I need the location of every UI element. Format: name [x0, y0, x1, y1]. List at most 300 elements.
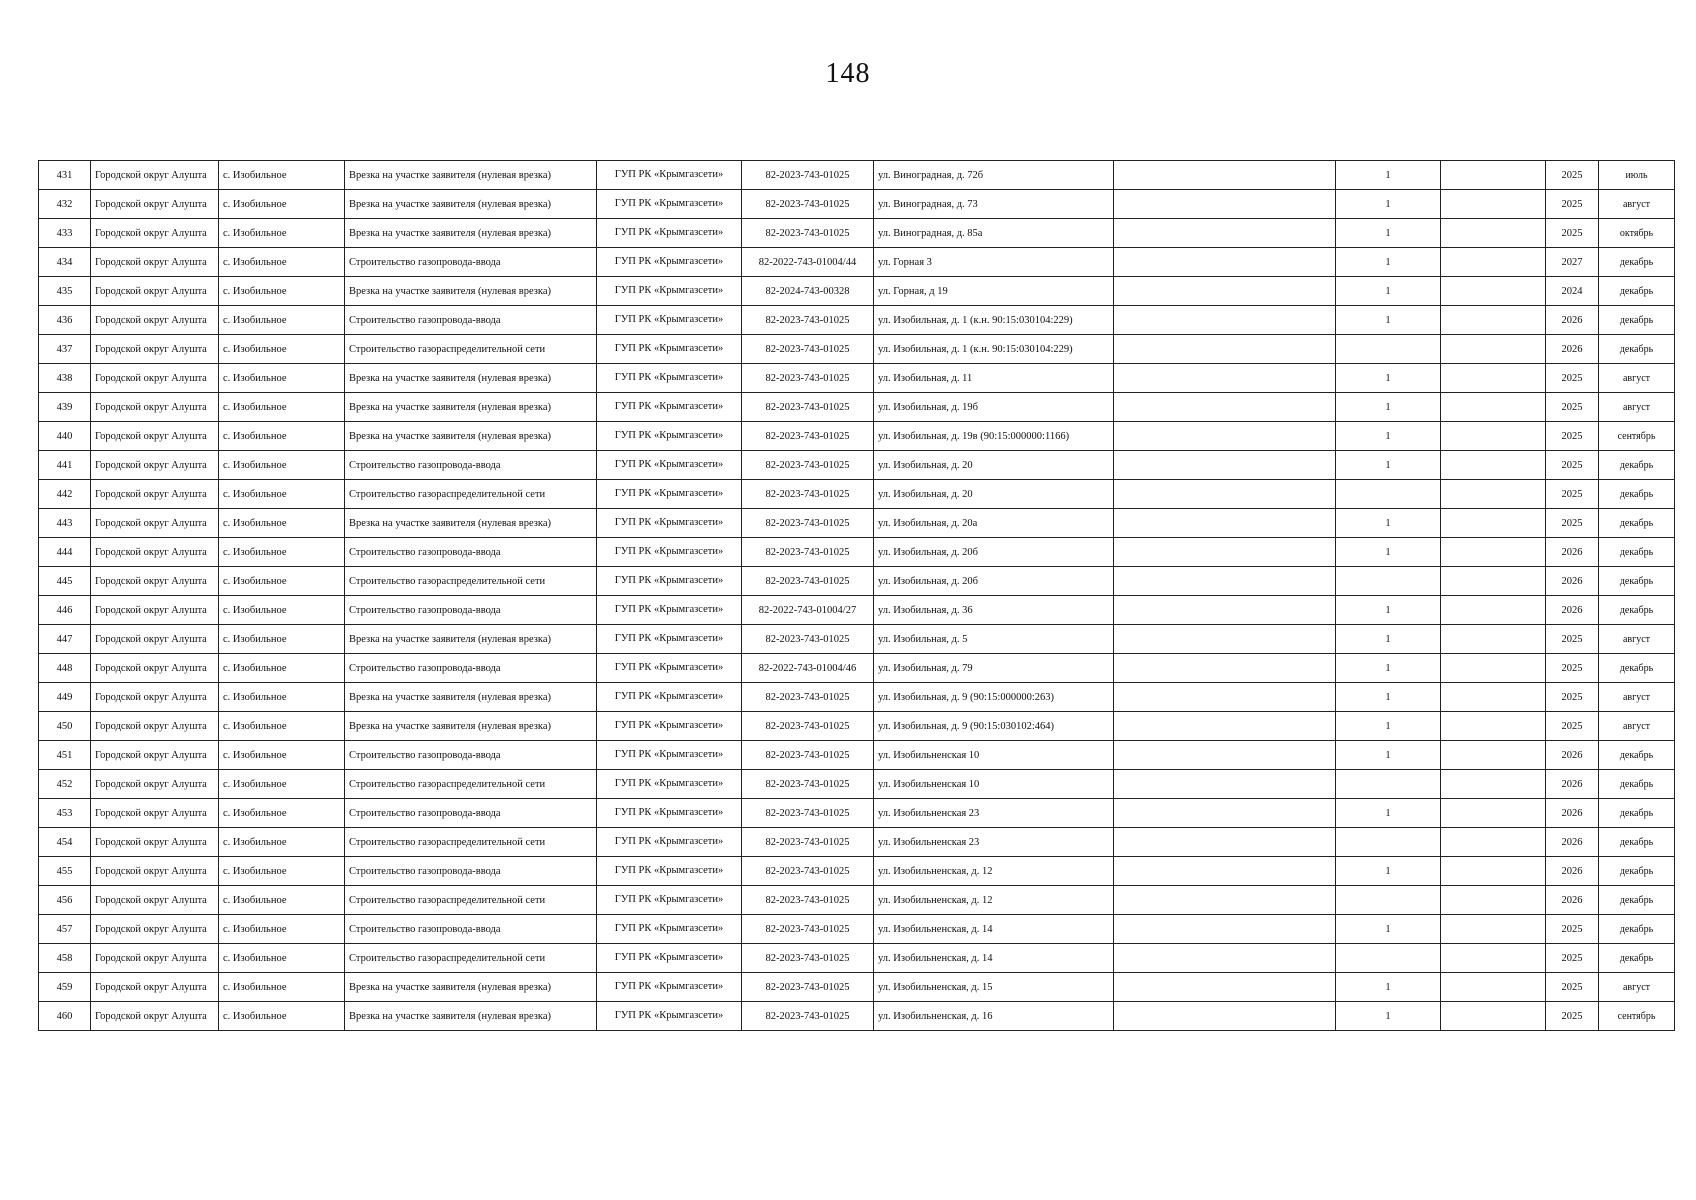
district-cell: Городской округ Алушта [91, 857, 219, 886]
count-cell: 1 [1336, 248, 1441, 277]
year-cell: 2025 [1546, 393, 1599, 422]
year-cell: 2025 [1546, 422, 1599, 451]
table-row [39, 538, 1675, 567]
district-cell: Городской округ Алушта [91, 973, 219, 1002]
code-cell: 82-2023-743-01025 [742, 944, 874, 973]
code-cell: 82-2023-743-01025 [742, 770, 874, 799]
empty-cell [1441, 306, 1546, 335]
district-cell: Городской округ Алушта [91, 451, 219, 480]
district-cell: Городской округ Алушта [91, 770, 219, 799]
locality-cell: с. Изобильное [219, 422, 345, 451]
work-type-cell: Строительство газопровода-ввода [345, 741, 597, 770]
row-number: 446 [39, 596, 91, 625]
code-cell: 82-2023-743-01025 [742, 364, 874, 393]
work-type-cell: Врезка на участке заявителя (нулевая врезка) [345, 973, 597, 1002]
district-cell: Городской округ Алушта [91, 625, 219, 654]
count-cell: 1 [1336, 451, 1441, 480]
empty-cell [1114, 1002, 1336, 1031]
empty-cell [1114, 451, 1336, 480]
table-row [39, 828, 1675, 857]
empty-cell [1114, 161, 1336, 190]
row-number: 448 [39, 654, 91, 683]
month-cell: декабрь [1599, 828, 1675, 857]
organization-cell: ГУП РК «Крымгазсети» [597, 451, 742, 480]
work-type-cell: Строительство газопровода-ввода [345, 915, 597, 944]
address-cell: ул. Виноградная, д. 73 [874, 190, 1114, 219]
year-cell: 2025 [1546, 973, 1599, 1002]
empty-cell [1441, 190, 1546, 219]
table-row [39, 1002, 1675, 1031]
month-cell: сентябрь [1599, 1002, 1675, 1031]
organization-cell: ГУП РК «Крымгазсети» [597, 770, 742, 799]
empty-cell [1114, 422, 1336, 451]
empty-cell [1114, 654, 1336, 683]
empty-cell [1114, 944, 1336, 973]
code-cell: 82-2023-743-01025 [742, 828, 874, 857]
row-number: 433 [39, 219, 91, 248]
district-cell: Городской округ Алушта [91, 422, 219, 451]
page-number: 148 [825, 58, 871, 89]
address-cell: ул. Изобильная, д. 20 [874, 451, 1114, 480]
count-cell: 1 [1336, 161, 1441, 190]
month-cell: июль [1599, 161, 1675, 190]
month-cell: октябрь [1599, 219, 1675, 248]
address-cell: ул. Виноградная, д. 72б [874, 161, 1114, 190]
year-cell: 2026 [1546, 567, 1599, 596]
organization-cell: ГУП РК «Крымгазсети» [597, 364, 742, 393]
locality-cell: с. Изобильное [219, 161, 345, 190]
code-cell: 82-2023-743-01025 [742, 886, 874, 915]
code-cell: 82-2023-743-01025 [742, 857, 874, 886]
organization-cell: ГУП РК «Крымгазсети» [597, 712, 742, 741]
empty-cell [1114, 190, 1336, 219]
table-row [39, 451, 1675, 480]
organization-cell: ГУП РК «Крымгазсети» [597, 625, 742, 654]
row-number: 456 [39, 886, 91, 915]
row-number: 453 [39, 799, 91, 828]
row-number: 447 [39, 625, 91, 654]
table-row [39, 654, 1675, 683]
empty-cell [1441, 886, 1546, 915]
year-cell: 2025 [1546, 509, 1599, 538]
year-cell: 2026 [1546, 770, 1599, 799]
table-row [39, 248, 1675, 277]
month-cell: декабрь [1599, 915, 1675, 944]
district-cell: Городской округ Алушта [91, 596, 219, 625]
table-row [39, 625, 1675, 654]
work-type-cell: Строительство газопровода-ввода [345, 654, 597, 683]
row-number: 460 [39, 1002, 91, 1031]
month-cell: август [1599, 364, 1675, 393]
year-cell: 2025 [1546, 190, 1599, 219]
district-cell: Городской округ Алушта [91, 219, 219, 248]
work-type-cell: Строительство газораспределительной сети [345, 567, 597, 596]
locality-cell: с. Изобильное [219, 190, 345, 219]
count-cell [1336, 567, 1441, 596]
code-cell: 82-2023-743-01025 [742, 625, 874, 654]
empty-cell [1114, 857, 1336, 886]
empty-cell [1114, 335, 1336, 364]
address-cell: ул. Изобильная, д. 9 (90:15:030102:464) [874, 712, 1114, 741]
row-number: 441 [39, 451, 91, 480]
month-cell: декабрь [1599, 596, 1675, 625]
month-cell: август [1599, 393, 1675, 422]
year-cell: 2025 [1546, 219, 1599, 248]
empty-cell [1441, 857, 1546, 886]
code-cell: 82-2023-743-01025 [742, 683, 874, 712]
registry-table [38, 160, 1675, 1031]
work-type-cell: Врезка на участке заявителя (нулевая врезка) [345, 712, 597, 741]
organization-cell: ГУП РК «Крымгазсети» [597, 277, 742, 306]
code-cell: 82-2022-743-01004/27 [742, 596, 874, 625]
row-number: 455 [39, 857, 91, 886]
count-cell: 1 [1336, 741, 1441, 770]
year-cell: 2026 [1546, 828, 1599, 857]
year-cell: 2026 [1546, 886, 1599, 915]
organization-cell: ГУП РК «Крымгазсети» [597, 161, 742, 190]
month-cell: сентябрь [1599, 422, 1675, 451]
address-cell: ул. Изобильная, д. 79 [874, 654, 1114, 683]
empty-cell [1114, 277, 1336, 306]
count-cell: 1 [1336, 422, 1441, 451]
organization-cell: ГУП РК «Крымгазсети» [597, 335, 742, 364]
month-cell: декабрь [1599, 509, 1675, 538]
organization-cell: ГУП РК «Крымгазсети» [597, 973, 742, 1002]
address-cell: ул. Изобильная, д. 20а [874, 509, 1114, 538]
organization-cell: ГУП РК «Крымгазсети» [597, 393, 742, 422]
year-cell: 2026 [1546, 538, 1599, 567]
empty-cell [1441, 1002, 1546, 1031]
table-row [39, 393, 1675, 422]
empty-cell [1441, 625, 1546, 654]
count-cell: 1 [1336, 625, 1441, 654]
month-cell: декабрь [1599, 567, 1675, 596]
work-type-cell: Строительство газораспределительной сети [345, 480, 597, 509]
empty-cell [1114, 886, 1336, 915]
locality-cell: с. Изобильное [219, 654, 345, 683]
table-row [39, 973, 1675, 1002]
work-type-cell: Врезка на участке заявителя (нулевая врезка) [345, 683, 597, 712]
organization-cell: ГУП РК «Крымгазсети» [597, 828, 742, 857]
month-cell: август [1599, 190, 1675, 219]
empty-cell [1441, 596, 1546, 625]
row-number: 444 [39, 538, 91, 567]
work-type-cell: Строительство газораспределительной сети [345, 770, 597, 799]
work-type-cell: Врезка на участке заявителя (нулевая врезка) [345, 364, 597, 393]
row-number: 451 [39, 741, 91, 770]
address-cell: ул. Изобильная, д. 20б [874, 538, 1114, 567]
code-cell: 82-2023-743-01025 [742, 1002, 874, 1031]
count-cell [1336, 944, 1441, 973]
organization-cell: ГУП РК «Крымгазсети» [597, 306, 742, 335]
code-cell: 82-2023-743-01025 [742, 190, 874, 219]
locality-cell: с. Изобильное [219, 712, 345, 741]
district-cell: Городской округ Алушта [91, 828, 219, 857]
year-cell: 2025 [1546, 480, 1599, 509]
empty-cell [1114, 306, 1336, 335]
district-cell: Городской округ Алушта [91, 712, 219, 741]
address-cell: ул. Изобильненская, д. 16 [874, 1002, 1114, 1031]
table-row [39, 277, 1675, 306]
month-cell: август [1599, 712, 1675, 741]
code-cell: 82-2023-743-01025 [742, 161, 874, 190]
count-cell: 1 [1336, 1002, 1441, 1031]
locality-cell: с. Изобильное [219, 277, 345, 306]
code-cell: 82-2023-743-01025 [742, 973, 874, 1002]
count-cell: 1 [1336, 219, 1441, 248]
month-cell: декабрь [1599, 277, 1675, 306]
empty-cell [1441, 364, 1546, 393]
month-cell: декабрь [1599, 770, 1675, 799]
month-cell: август [1599, 973, 1675, 1002]
year-cell: 2026 [1546, 741, 1599, 770]
empty-cell [1114, 683, 1336, 712]
count-cell: 1 [1336, 799, 1441, 828]
row-number: 458 [39, 944, 91, 973]
work-type-cell: Врезка на участке заявителя (нулевая врезка) [345, 190, 597, 219]
row-number: 439 [39, 393, 91, 422]
empty-cell [1441, 335, 1546, 364]
work-type-cell: Строительство газораспределительной сети [345, 828, 597, 857]
count-cell: 1 [1336, 683, 1441, 712]
address-cell: ул. Изобильненская, д. 14 [874, 944, 1114, 973]
address-cell: ул. Изобильная, д. 19б [874, 393, 1114, 422]
empty-cell [1441, 567, 1546, 596]
registry-rows [39, 161, 1675, 1031]
count-cell: 1 [1336, 509, 1441, 538]
table-row [39, 915, 1675, 944]
row-number: 449 [39, 683, 91, 712]
locality-cell: с. Изобильное [219, 828, 345, 857]
address-cell: ул. Изобильненская 23 [874, 828, 1114, 857]
empty-cell [1114, 741, 1336, 770]
empty-cell [1441, 538, 1546, 567]
empty-cell [1441, 944, 1546, 973]
address-cell: ул. Изобильненская, д. 15 [874, 973, 1114, 1002]
count-cell: 1 [1336, 654, 1441, 683]
organization-cell: ГУП РК «Крымгазсети» [597, 480, 742, 509]
code-cell: 82-2023-743-01025 [742, 567, 874, 596]
work-type-cell: Строительство газораспределительной сети [345, 335, 597, 364]
address-cell: ул. Горная 3 [874, 248, 1114, 277]
address-cell: ул. Изобильная, д. 9 (90:15:000000:263) [874, 683, 1114, 712]
empty-cell [1441, 712, 1546, 741]
year-cell: 2025 [1546, 161, 1599, 190]
locality-cell: с. Изобильное [219, 538, 345, 567]
address-cell: ул. Изобильная, д. 11 [874, 364, 1114, 393]
code-cell: 82-2023-743-01025 [742, 393, 874, 422]
locality-cell: с. Изобильное [219, 1002, 345, 1031]
district-cell: Городской округ Алушта [91, 915, 219, 944]
district-cell: Городской округ Алушта [91, 683, 219, 712]
empty-cell [1441, 770, 1546, 799]
year-cell: 2024 [1546, 277, 1599, 306]
work-type-cell: Строительство газопровода-ввода [345, 451, 597, 480]
code-cell: 82-2023-743-01025 [742, 422, 874, 451]
locality-cell: с. Изобильное [219, 480, 345, 509]
table-row [39, 683, 1675, 712]
code-cell: 82-2023-743-01025 [742, 538, 874, 567]
work-type-cell: Врезка на участке заявителя (нулевая врезка) [345, 277, 597, 306]
empty-cell [1114, 393, 1336, 422]
row-number: 459 [39, 973, 91, 1002]
empty-cell [1441, 422, 1546, 451]
empty-cell [1441, 277, 1546, 306]
locality-cell: с. Изобильное [219, 393, 345, 422]
count-cell: 1 [1336, 915, 1441, 944]
work-type-cell: Строительство газопровода-ввода [345, 596, 597, 625]
row-number: 438 [39, 364, 91, 393]
month-cell: декабрь [1599, 799, 1675, 828]
address-cell: ул. Изобильненская 23 [874, 799, 1114, 828]
table-row [39, 770, 1675, 799]
locality-cell: с. Изобильное [219, 219, 345, 248]
month-cell: декабрь [1599, 451, 1675, 480]
empty-cell [1441, 451, 1546, 480]
empty-cell [1441, 915, 1546, 944]
locality-cell: с. Изобильное [219, 335, 345, 364]
year-cell: 2025 [1546, 625, 1599, 654]
year-cell: 2026 [1546, 596, 1599, 625]
empty-cell [1441, 393, 1546, 422]
work-type-cell: Строительство газопровода-ввода [345, 857, 597, 886]
row-number: 450 [39, 712, 91, 741]
address-cell: ул. Изобильненская 10 [874, 741, 1114, 770]
organization-cell: ГУП РК «Крымгазсети» [597, 248, 742, 277]
month-cell: август [1599, 625, 1675, 654]
empty-cell [1114, 538, 1336, 567]
count-cell [1336, 886, 1441, 915]
locality-cell: с. Изобильное [219, 596, 345, 625]
row-number: 434 [39, 248, 91, 277]
empty-cell [1114, 480, 1336, 509]
table-row [39, 741, 1675, 770]
empty-cell [1441, 248, 1546, 277]
address-cell: ул. Изобильная, д. 1 (к.н. 90:15:030104:229) [874, 306, 1114, 335]
month-cell: август [1599, 683, 1675, 712]
organization-cell: ГУП РК «Крымгазсети» [597, 567, 742, 596]
locality-cell: с. Изобильное [219, 306, 345, 335]
count-cell: 1 [1336, 973, 1441, 1002]
organization-cell: ГУП РК «Крымгазсети» [597, 509, 742, 538]
locality-cell: с. Изобильное [219, 364, 345, 393]
address-cell: ул. Изобильная, д. 20б [874, 567, 1114, 596]
locality-cell: с. Изобильное [219, 944, 345, 973]
count-cell [1336, 480, 1441, 509]
count-cell: 1 [1336, 857, 1441, 886]
month-cell: декабрь [1599, 654, 1675, 683]
work-type-cell: Врезка на участке заявителя (нулевая врезка) [345, 422, 597, 451]
empty-cell [1114, 770, 1336, 799]
count-cell [1336, 335, 1441, 364]
year-cell: 2026 [1546, 857, 1599, 886]
empty-cell [1114, 799, 1336, 828]
count-cell: 1 [1336, 306, 1441, 335]
table-row [39, 567, 1675, 596]
organization-cell: ГУП РК «Крымгазсети» [597, 857, 742, 886]
month-cell: декабрь [1599, 248, 1675, 277]
row-number: 431 [39, 161, 91, 190]
work-type-cell: Врезка на участке заявителя (нулевая врезка) [345, 393, 597, 422]
table-row [39, 161, 1675, 190]
work-type-cell: Врезка на участке заявителя (нулевая врезка) [345, 161, 597, 190]
code-cell: 82-2024-743-00328 [742, 277, 874, 306]
month-cell: декабрь [1599, 944, 1675, 973]
row-number: 436 [39, 306, 91, 335]
code-cell: 82-2023-743-01025 [742, 712, 874, 741]
table-row [39, 219, 1675, 248]
empty-cell [1441, 828, 1546, 857]
empty-cell [1114, 915, 1336, 944]
row-number: 432 [39, 190, 91, 219]
address-cell: ул. Изобильненская, д. 12 [874, 857, 1114, 886]
code-cell: 82-2023-743-01025 [742, 741, 874, 770]
work-type-cell: Строительство газопровода-ввода [345, 248, 597, 277]
address-cell: ул. Горная, д 19 [874, 277, 1114, 306]
year-cell: 2026 [1546, 306, 1599, 335]
district-cell: Городской округ Алушта [91, 248, 219, 277]
table-row [39, 886, 1675, 915]
district-cell: Городской округ Алушта [91, 886, 219, 915]
code-cell: 82-2023-743-01025 [742, 799, 874, 828]
count-cell: 1 [1336, 596, 1441, 625]
locality-cell: с. Изобильное [219, 886, 345, 915]
locality-cell: с. Изобильное [219, 683, 345, 712]
organization-cell: ГУП РК «Крымгазсети» [597, 422, 742, 451]
table-row [39, 509, 1675, 538]
district-cell: Городской округ Алушта [91, 567, 219, 596]
address-cell: ул. Изобильненская, д. 14 [874, 915, 1114, 944]
organization-cell: ГУП РК «Крымгазсети» [597, 886, 742, 915]
row-number: 443 [39, 509, 91, 538]
month-cell: декабрь [1599, 480, 1675, 509]
district-cell: Городской округ Алушта [91, 161, 219, 190]
empty-cell [1114, 219, 1336, 248]
district-cell: Городской округ Алушта [91, 480, 219, 509]
year-cell: 2025 [1546, 654, 1599, 683]
table-row [39, 306, 1675, 335]
empty-cell [1441, 799, 1546, 828]
month-cell: декабрь [1599, 335, 1675, 364]
locality-cell: с. Изобильное [219, 741, 345, 770]
organization-cell: ГУП РК «Крымгазсети» [597, 1002, 742, 1031]
district-cell: Городской округ Алушта [91, 538, 219, 567]
empty-cell [1114, 509, 1336, 538]
district-cell: Городской округ Алушта [91, 509, 219, 538]
organization-cell: ГУП РК «Крымгазсети» [597, 596, 742, 625]
year-cell: 2025 [1546, 712, 1599, 741]
empty-cell [1441, 509, 1546, 538]
count-cell: 1 [1336, 538, 1441, 567]
work-type-cell: Врезка на участке заявителя (нулевая врезка) [345, 625, 597, 654]
locality-cell: с. Изобильное [219, 509, 345, 538]
locality-cell: с. Изобильное [219, 799, 345, 828]
row-number: 437 [39, 335, 91, 364]
work-type-cell: Врезка на участке заявителя (нулевая врезка) [345, 509, 597, 538]
address-cell: ул. Изобильненская, д. 12 [874, 886, 1114, 915]
empty-cell [1441, 480, 1546, 509]
year-cell: 2025 [1546, 683, 1599, 712]
table-row [39, 944, 1675, 973]
work-type-cell: Строительство газораспределительной сети [345, 944, 597, 973]
district-cell: Городской округ Алушта [91, 393, 219, 422]
empty-cell [1114, 596, 1336, 625]
locality-cell: с. Изобильное [219, 973, 345, 1002]
month-cell: декабрь [1599, 741, 1675, 770]
row-number: 435 [39, 277, 91, 306]
district-cell: Городской округ Алушта [91, 654, 219, 683]
count-cell: 1 [1336, 712, 1441, 741]
